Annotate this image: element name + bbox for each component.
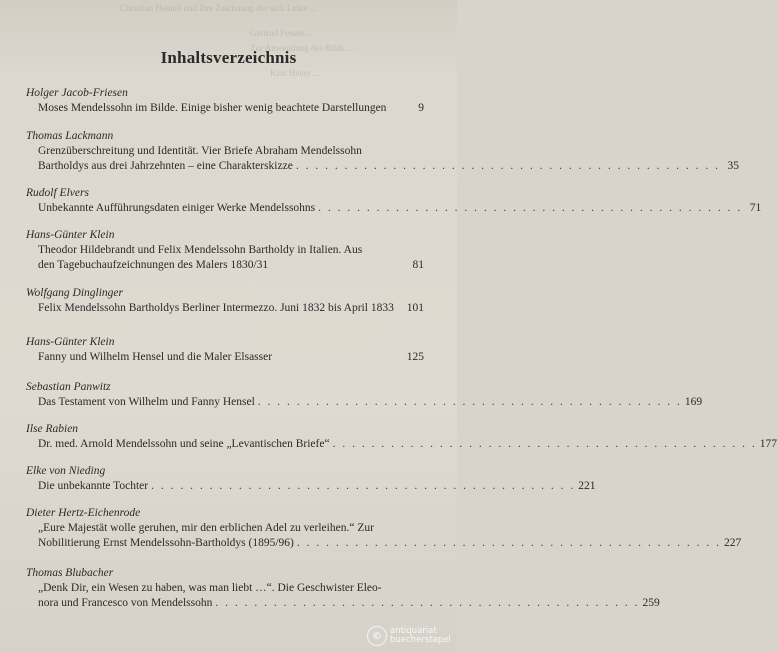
entry-author: Hans-Günter Klein [26,229,115,241]
toc-entry [26,380,703,410]
toc-entry [26,129,739,174]
entry-author: Wolfgang Dinglinger [26,287,124,299]
ghost-line: Gertrud Fessen ... [250,28,314,38]
title-line: Das Testament von Wilhelm und Fanny Hensel [38,396,255,408]
watermark-line: buecherstapel [390,635,451,645]
entry-author: Hans-Günter Klein [26,336,115,348]
entry-author: Elke von Nieding [26,465,106,477]
title-line: Dr. med. Arnold Mendelssohn und seine „Levantischen Briefe“ [38,438,330,450]
page-number: 221 [578,480,596,492]
dot-leader: . . . . . . . . . . . . . . . . . . . . . . . . . . . . . . . . . . . . . . . . . . . . [215,597,640,609]
page-number: 9 [418,102,424,114]
toc-entry [26,566,660,611]
page-number: 101 [406,302,424,314]
page-number: 259 [642,597,660,609]
watermark [367,625,453,647]
entry-title [26,350,424,365]
entry-author: Rudolf Elvers [26,187,89,199]
dot-leader: . . . . . . . . . . . . . . . . . . . . . . . . . . . . . . . . . . . . . . . . . . . . [332,438,757,450]
page-number: 177 [759,438,777,450]
entry-author: Dieter Hertz-Eichenrode [26,507,141,519]
title-line: Nobilitierung Ernst Mendelssohn-Bartholdys (1895/96) [38,537,294,549]
entry-title [26,437,777,452]
watermark-line: antiquariat [390,626,437,636]
dot-leader: . . . . . . . . . . . . . . . . . . . . . . . . . . . . . . . . . . . . . . . . . . . . [151,480,576,492]
title-line: Bartholdys aus drei Jahrzehnten – eine Charakterskizze [38,160,293,172]
entry-title [26,243,424,273]
page-number: 71 [749,202,762,214]
page-title: Inhaltsverzeichnis [160,48,297,67]
ghost-line: Kurt Heuer ... [270,68,320,78]
entry-author: Ilse Rabien [26,423,79,435]
entry-title [26,101,424,116]
entry-author: Holger Jacob-Friesen [26,87,128,99]
page-number: 35 [727,160,739,172]
ghost-line: Christian Hennel und ihre Zeichnung der sich Lehre ... [120,3,317,13]
dot-leader: . . . . . . . . . . . . . . . . . . . . . . . . . . . . . . . . . . . . . . . . . . . . [295,160,720,172]
toc-entry [26,422,777,452]
title-line: Moses Mendelssohn im Bilde. Einige bisher wenig beachtete Darstellungen [38,102,387,114]
title-line: Grenzüberschreitung und Identität. Vier Briefe Abraham Mendelssohn [38,145,362,157]
dot-leader: . . . . . . . . . . . . . . . . . . . . . . . . . . . . . . . . . . . . . . . . . . . . [296,537,721,549]
copyright-icon: © [367,626,387,646]
title-line: Die unbekannte Tochter [38,480,149,492]
entry-title [26,144,739,174]
toc-entry [26,286,424,316]
entry-author: Thomas Lackmann [26,130,114,142]
ghost-line: Zur Anwendung des Bilds ... [250,43,354,53]
entry-author: Sebastian Panwitz [26,381,111,393]
title-line: Felix Mendelssohn Bartholdys Berliner Intermezzo. Juni 1832 bis April 1833 [38,302,394,314]
title-line: „Eure Majestät wolle geruhen, mir den erblichen Adel zu verleihen.“ Zur [38,522,374,534]
page-number: 81 [412,259,424,271]
toc-entry [26,335,424,365]
dot-leader: . . . . . . . . . . . . . . . . . . . . . . . . . . . . . . . . . . . . . . . . . . . . [257,396,682,408]
title-line: „Denk Dir, ein Wesen zu haben, was man liebt …“. Die Geschwister Eleo- [38,582,382,594]
title-line: den Tagebuchaufzeichnungen des Malers 1830/31 [38,259,269,271]
entry-title [26,521,742,551]
title-line: Fanny und Wilhelm Hensel und die Maler Elsasser [38,351,273,363]
page-number: 169 [684,396,703,408]
entry-title [26,201,762,216]
entry-title [26,479,596,494]
toc-entry [26,506,742,551]
page-number: 227 [723,537,742,549]
title-line: Unbekannte Aufführungsdaten einiger Werke Mendelssohns [38,202,316,214]
toc-entry [26,464,596,494]
toc-entry [26,228,424,273]
page-number: 125 [406,351,424,363]
title-line: nora und Francesco von Mendelssohn [38,597,213,609]
title-line: Theodor Hildebrandt und Felix Mendelssohn Bartholdy in Italien. Aus [38,244,363,256]
toc-entry [26,186,762,216]
entry-title [26,395,703,410]
entry-author: Thomas Blubacher [26,567,114,579]
dot-leader: . . . . . . . . . . . . . . . . . . . . . . . . . . . . . . . . . . . . . . . . . . . . [318,202,743,214]
toc-entry [26,86,424,116]
entry-title [26,301,424,316]
entry-title [26,581,660,611]
